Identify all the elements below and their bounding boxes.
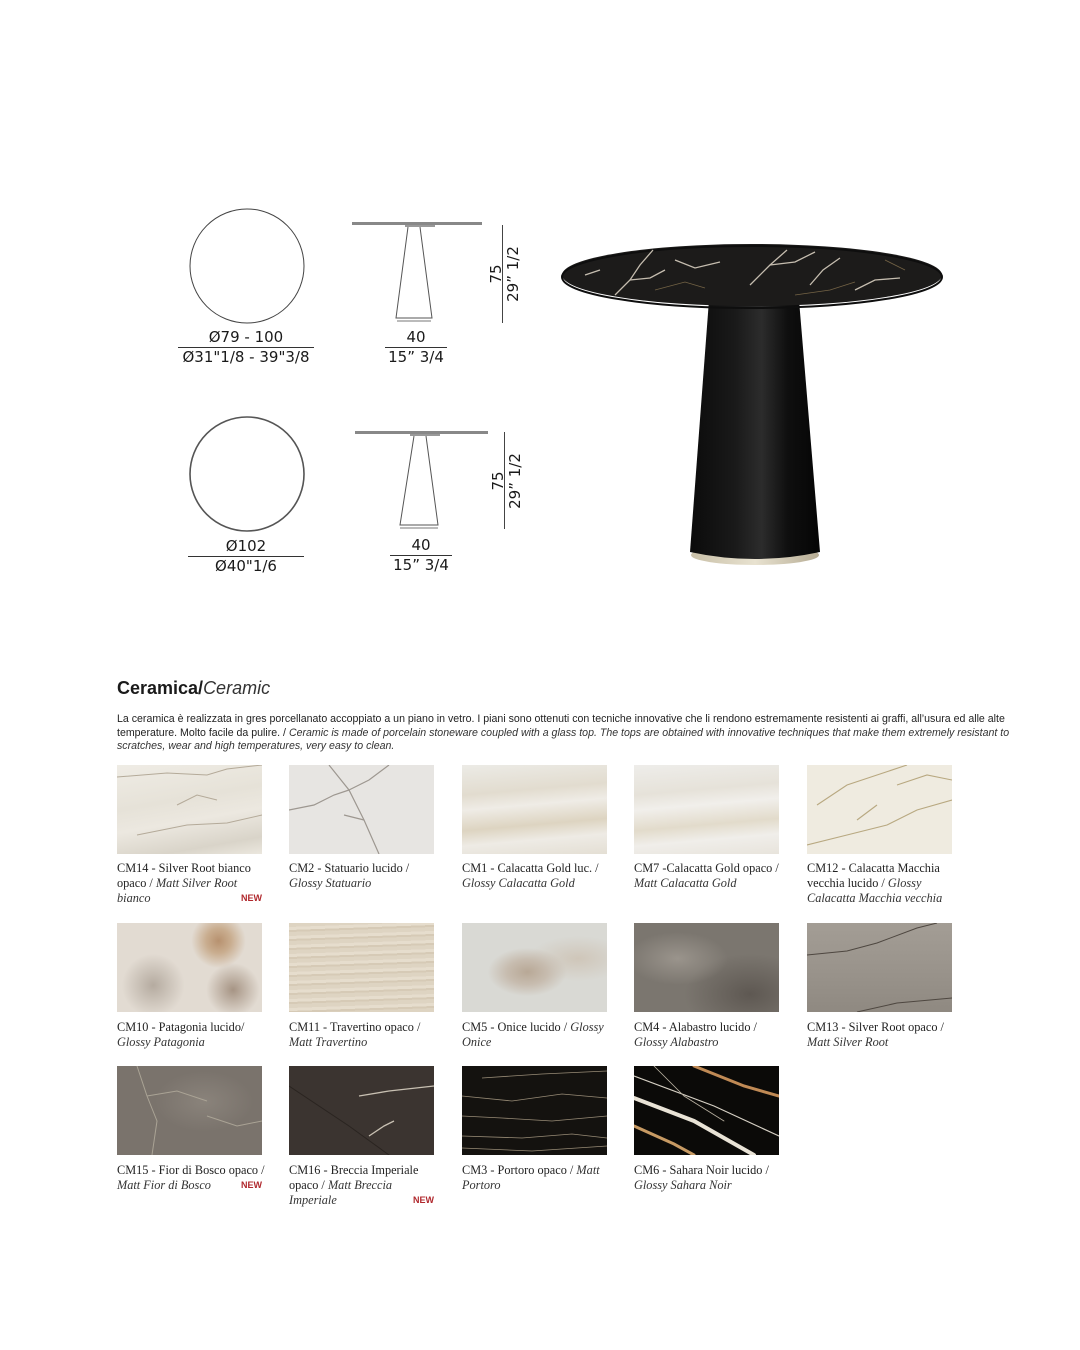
- finish-caption-cm1: CM1 - Calacatta Gold luc. / Glossy Calacatta Gold: [462, 861, 599, 890]
- finish-caption-cm10: CM10 - Patagonia lucido/ Glossy Patagonia: [117, 1020, 245, 1049]
- side-view-drawing-small: [345, 215, 490, 325]
- base-cm: 40: [385, 328, 447, 348]
- finish-caption-cm2: CM2 - Statuario lucido / Glossy Statuario: [289, 861, 410, 890]
- finish-caption-cm6: CM6 - Sahara Noir lucido / Glossy Sahara Noir: [634, 1163, 769, 1192]
- swatch-cm6: [634, 1066, 779, 1155]
- section-description: [117, 713, 1022, 754]
- height-cm-large: 75: [489, 471, 507, 491]
- diameter-cm: Ø102: [188, 537, 304, 557]
- swatch-cm13: [807, 923, 952, 1012]
- base-dimension-large: [390, 536, 452, 574]
- swatch-cm7: [634, 765, 779, 854]
- new-badge: NEW: [413, 1195, 434, 1205]
- swatch-cm1: [462, 765, 607, 854]
- finish-caption-cm14: CM14 - Silver Root bianco opaco / Matt Silver Root bianco NEW: [117, 861, 262, 905]
- base-in: 15” 3/4: [393, 556, 449, 574]
- height-cm-small: 75: [487, 264, 505, 284]
- top-view-drawing-small: [185, 202, 310, 332]
- section-title-it: Ceramica/: [117, 678, 204, 698]
- description-en: Ceramic is made of porcelain stoneware coupled with a glass top. The tops are obtained with innovative techniques that make them extremely resistant to scratches, wear and high temperatures, very easy to clean.: [117, 726, 1010, 752]
- base-dimension-small: [385, 328, 447, 366]
- table-product-image: [555, 240, 950, 580]
- new-badge: NEW: [241, 893, 262, 903]
- swatch-cm4: [634, 923, 779, 1012]
- section-title-en: Ceramic: [203, 678, 271, 698]
- finish-caption-cm3: CM3 - Portoro opaco / Matt Portoro: [462, 1163, 600, 1192]
- finish-caption-cm12: CM12 - Calacatta Macchia vecchia lucido / Glossy Calacatta Macchia vecchia: [807, 861, 943, 905]
- swatch-cm10: [117, 923, 262, 1012]
- diameter-cm: Ø79 - 100: [178, 328, 314, 348]
- top-view-drawing-large: [185, 410, 310, 540]
- base-in: 15” 3/4: [388, 348, 444, 366]
- diameter-dimension-small: [178, 328, 314, 366]
- finish-caption-cm7: CM7 -Calacatta Gold opaco / Matt Calacatta Gold: [634, 861, 779, 890]
- new-badge: NEW: [241, 1180, 262, 1190]
- swatch-cm11: [289, 923, 434, 1012]
- diameter-in: Ø40"1/6: [215, 557, 277, 575]
- section-title: [117, 678, 270, 700]
- diameter-in: Ø31"1/8 - 39"3/8: [182, 348, 310, 366]
- swatch-cm3: [462, 1066, 607, 1155]
- finish-caption-cm15: CM15 - Fior di Bosco opaco / Matt Fior di Bosco NEW: [117, 1163, 265, 1192]
- finish-caption-cm16: CM16 - Breccia Imperiale opaco / Matt Breccia Imperiale NEW: [289, 1163, 434, 1207]
- swatch-cm12: [807, 765, 952, 854]
- swatch-cm16: [289, 1066, 434, 1155]
- height-in-small: 29” 1/2: [504, 246, 522, 302]
- base-cm: 40: [390, 536, 452, 556]
- finish-caption-cm11: CM11 - Travertino opaco / Matt Travertino: [289, 1020, 421, 1049]
- height-in-large: 29” 1/2: [506, 453, 524, 509]
- description-it: La ceramica è realizzata in gres porcellanato accoppiato a un piano in vetro. I piani sono ottenuti con tecniche innovative che li rendono estremamente resistenti ai graffi, all’usura ed alle alte temperature. Molto facile da pulire. /: [117, 713, 1005, 739]
- side-view-drawing-large: [348, 425, 493, 535]
- swatch-cm15: [117, 1066, 262, 1155]
- diameter-dimension-large: [188, 537, 304, 575]
- finish-caption-cm5: CM5 - Onice lucido / Glossy Onice: [462, 1020, 604, 1049]
- finish-caption-cm4: CM4 - Alabastro lucido / Glossy Alabastro: [634, 1020, 757, 1049]
- finish-caption-cm13: CM13 - Silver Root opaco / Matt Silver Root: [807, 1020, 944, 1049]
- swatch-cm14: [117, 765, 262, 854]
- swatch-cm2: [289, 765, 434, 854]
- swatch-cm5: [462, 923, 607, 1012]
